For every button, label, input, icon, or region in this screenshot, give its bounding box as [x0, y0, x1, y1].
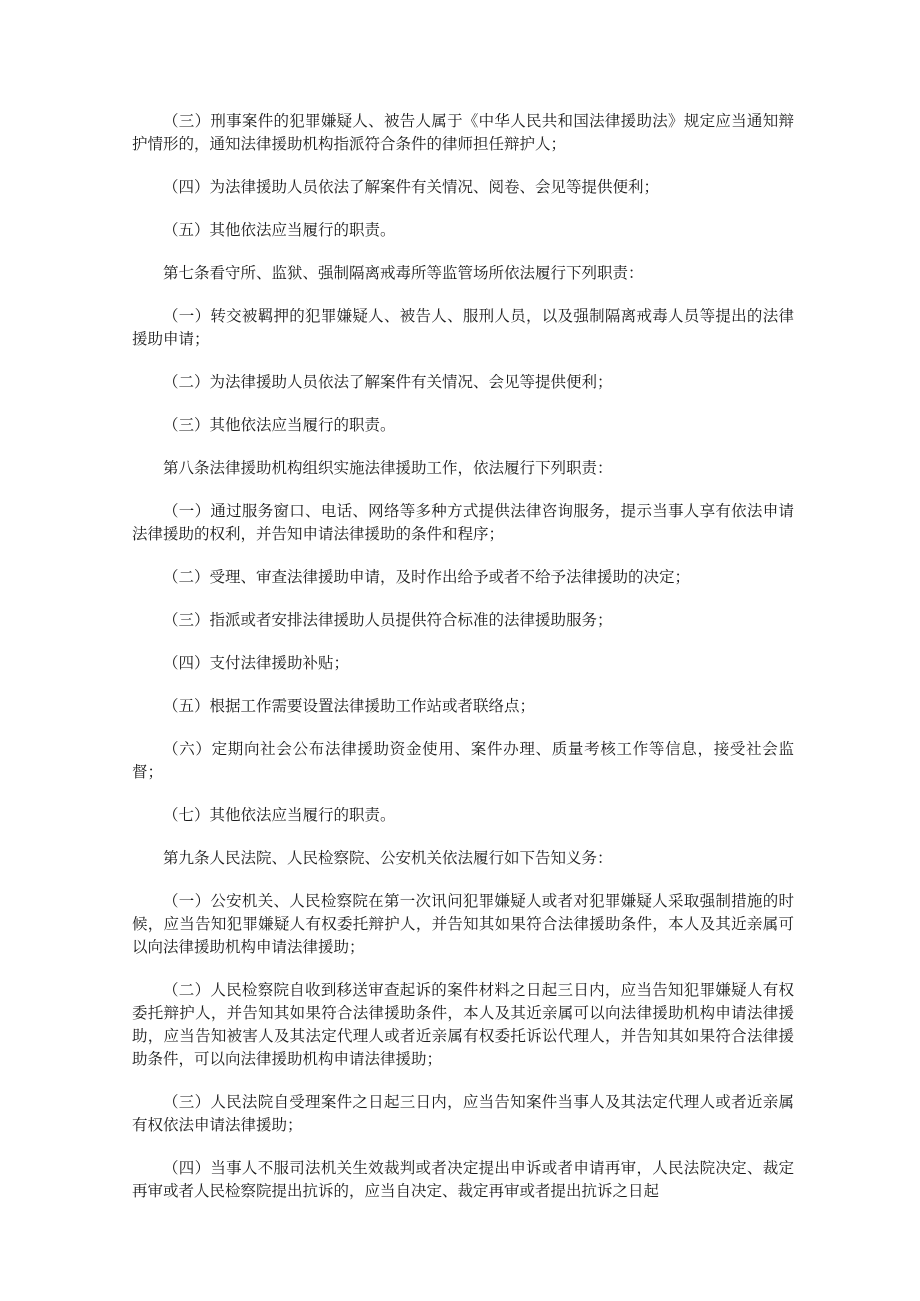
article-7-heading: 第七条看守所、监狱、强制隔离戒毒所等监管场所依法履行下列职责： [163, 264, 644, 282]
paragraph-11: （三）指派或者安排法律援助人员提供符合标准的法律援助服务； [163, 611, 613, 629]
paragraph-6: （二）为法律援助人员依法了解案件有关情况、会见等提供便利； [163, 373, 613, 391]
paragraph-9: （一）通过服务窗口、电话、网络等多种方式提供法律咨询服务，提示当事人享有依法申请法律援助的权利，并告知申请法律援助的条件和程序； [132, 502, 794, 543]
paragraph-15: （七）其他依法应当履行的职责。 [163, 806, 396, 824]
paragraph-12: （四）支付法律援助补贴； [163, 654, 350, 672]
article-8-heading: 第八条法律援助机构组织实施法律援助工作，依法履行下列职责： [163, 459, 613, 477]
article-9-heading: 第九条人民法院、人民检察院、公安机关依法履行如下告知义务： [163, 849, 613, 867]
paragraph-10: （二）受理、审查法律援助申请，及时作出给予或者不给予法律援助的决定； [163, 568, 691, 586]
paragraph-2: （四）为法律援助人员依法了解案件有关情况、阅卷、会见等提供便利； [163, 178, 660, 196]
paragraph-20: （四）当事人不服司法机关生效裁判或者决定提出申诉或者申请再审，人民法院决定、裁定再审或者人民检察院提出抗诉的，应当自决定、裁定再审或者提出抗诉之日起 [132, 1159, 794, 1200]
paragraph-3: （五）其他依法应当履行的职责。 [163, 221, 396, 239]
paragraph-5: （一）转交被羁押的犯罪嫌疑人、被告人、服刑人员，以及强制隔离戒毒人员等提出的法律援助申请； [132, 307, 794, 348]
document-body [132, 110, 794, 1223]
paragraph-14: （六）定期向社会公布法律援助资金使用、案件办理、质量考核工作等信息，接受社会监督； [132, 740, 794, 781]
paragraph-18: （二）人民检察院自收到移送审查起诉的案件材料之日起三日内，应当告知犯罪嫌疑人有权委托辩护人，并告知其如果符合法律援助条件，本人及其近亲属可以向法律援助机构申请法律援助，应当告知被害人及其法定代理人或者近亲属有权委托诉讼代理人，并告知其如果符合法律援助条件，可以向法律援助机构申请法律援助； [132, 981, 794, 1068]
paragraph-1: （三）刑事案件的犯罪嫌疑人、被告人属于《中华人民共和国法律援助法》规定应当通知辩护情形的，通知法律援助机构指派符合条件的律师担任辩护人； [132, 112, 794, 153]
paragraph-17: （一）公安机关、人民检察院在第一次讯问犯罪嫌疑人或者对犯罪嫌疑人采取强制措施的时候，应当告知犯罪嫌疑人有权委托辩护人，并告知其如果符合法律援助条件，本人及其近亲属可以向法律援助机构申请法律援助； [132, 892, 794, 956]
paragraph-13: （五）根据工作需要设置法律援助工作站或者联络点； [163, 697, 536, 715]
paragraph-7: （三）其他依法应当履行的职责。 [163, 416, 396, 434]
paragraph-19: （三）人民法院自受理案件之日起三日内，应当告知案件当事人及其法定代理人或者近亲属有权依法申请法律援助； [132, 1093, 794, 1134]
